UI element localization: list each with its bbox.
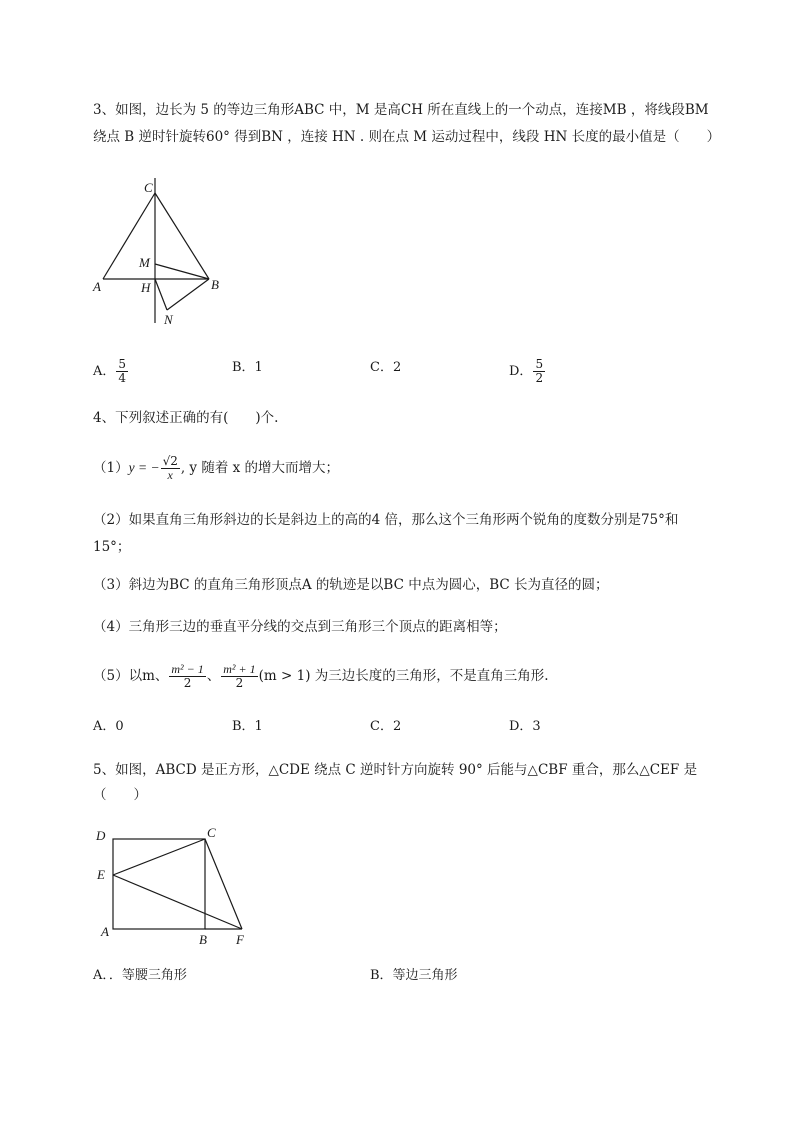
q4-statement-4: （4）三角形三边的垂直平分线的交点到三角形三个顶点的距离相等； (93, 619, 507, 635)
label-b: B (199, 932, 207, 947)
label-a: A (93, 279, 101, 294)
q5-text-line-1: 5、如图，ABCD 是正方形，△CDE 绕点 C 逆时针方向旋转 90° 后能与△CBF 重合，那么△CEF 是 (93, 762, 698, 778)
label-c: C (207, 825, 216, 840)
q4-statement-3: （3）斜边为BC 的直角三角形顶点A 的轨迹是以BC 中点为圆心，BC 长为直径的圆； (93, 577, 609, 593)
q4-option-a[interactable]: A．0 (93, 719, 124, 734)
q4-title: 4、下列叙述正确的有( )个. (93, 410, 279, 426)
side-cb (155, 193, 209, 279)
segment-ef (113, 875, 242, 929)
label-h: H (141, 280, 151, 295)
label-d: D (96, 828, 106, 843)
q4-option-d[interactable]: D．3 (509, 719, 541, 734)
label-a: A (101, 924, 109, 939)
q4-option-c[interactable]: C．2 (370, 719, 402, 734)
q3-option-d-prefix: D． (509, 364, 533, 379)
q5-option-b[interactable]: B．等边三角形 (370, 968, 458, 983)
q5-text-line-2: （ ） (93, 787, 147, 803)
q3-option-a-prefix: A． (93, 364, 116, 379)
square-abcd (113, 839, 205, 929)
q5-option-a[interactable]: A．．等腰三角形 (93, 968, 187, 983)
side-ca (103, 193, 155, 279)
q3-text-line-1: 3、如图，边长为 5 的等边三角形ABC 中，M 是高CH 所在直线上的一个动点，连接MB ，将线段BM (93, 102, 709, 118)
segment-cf (205, 839, 242, 929)
q3-option-a-fraction: $\frac{5}{4}$ (118, 357, 127, 385)
segment-bn (167, 279, 209, 310)
q3-option-c[interactable]: C．2 (370, 360, 402, 375)
q3-option-d-fraction: $\frac{5}{2}$ (535, 357, 544, 385)
q4-option-b[interactable]: B．1 (232, 719, 263, 734)
q3-option-a[interactable] (93, 358, 129, 385)
label-e: E (97, 867, 105, 882)
q4-statement-5: （5）以m、 $\frac{\text{m² − 1}}{2}$ 、 $\frac{\text{m² + 1}}{2}$ (m > 1) 为三边长度的三角形，不是直角三角形. (93, 662, 549, 690)
q4-statement-1: （1）y = − $\frac{√2}{x}$ , y 随着 x 的增大而增大； (93, 454, 340, 482)
label-b: B (211, 277, 219, 292)
q3-option-b[interactable]: B．1 (232, 360, 263, 375)
q4-statement-2-line-1: （2）如果直角三角形斜边的长是斜边上的高的4 倍，那么这个三角形两个锐角的度数分别是75°和 (93, 512, 679, 528)
q3-option-d[interactable] (509, 358, 546, 385)
segment-hn (155, 279, 167, 310)
segment-ce (113, 839, 205, 875)
label-n: N (164, 312, 173, 327)
q3-text-line-2: 绕点 B 逆时针旋转60° 得到BN ，连接 HN . 则在点 M 运动过程中，线段 HN 长度的最小值是（ ） (93, 129, 721, 145)
label-m: M (139, 255, 150, 270)
label-f: F (236, 932, 244, 947)
label-c: C (144, 180, 153, 195)
q4-statement-2-line-2: 15°； (93, 539, 131, 555)
segment-mb (155, 264, 209, 279)
